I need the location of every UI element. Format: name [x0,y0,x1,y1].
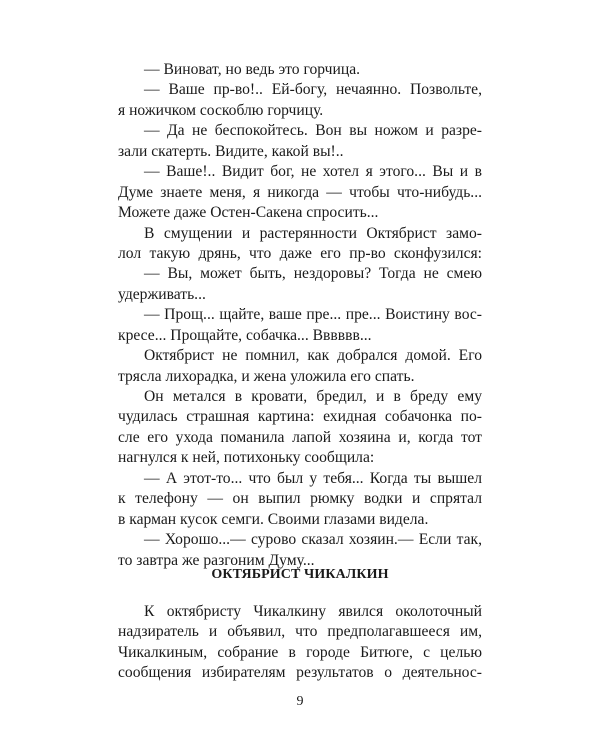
text-line: К октябристу Чикалкину явился околоточный [144,603,482,620]
text-line: Он метался в кровати, бредил, и в бреду ему [144,388,482,405]
text-line: В смущении и растерянности Октябрист замо- [144,224,482,242]
text-line: — Ваше!.. Видит бог, не хотел я этого... Вы и в [144,163,482,181]
text-line: лол такую дрянь, что даже его пр-во сконфузился: [118,244,482,262]
text-line: — Да не беспокойтесь. Вон вы ножом и разре- [144,122,482,140]
text-line: сле его ухода поманила лапой хозяина и, когда тот [118,428,482,446]
text-line: сообщения избирателям результатов о деятельнос- [118,664,482,682]
text-line: — Вы, может быть, нездоровы? Тогда не смею [144,265,482,283]
text-line: я ножичком соскоблю горчицу. [118,101,324,119]
chapter-title: ОКТЯБРИСТ ЧИКАЛКИН [211,567,389,582]
text-line: — А этот-то... что был у тебя... Когда ты вышел [144,469,482,487]
text-line: трясла лихорадка, и жена уложила его спать. [118,367,415,385]
text-line: зали скатерть. Видите, какой вы!.. [118,142,344,160]
page-number: 9 [296,694,304,709]
text-line: Можете даже Остен-Сакена спросить... [118,204,379,222]
text-line: Октябрист не помнил, как добрался домой. Его [144,347,482,365]
text-line: в карман кусок семги. Своими глазами видела. [118,510,429,528]
text-line: — Прощ... щайте, ваше пре... пре... Воистину вос- [144,306,482,324]
text-line: Думе знаете меня, я никогда — чтобы что-нибудь... [118,183,482,201]
text-line: нагнулся к ней, потихоньку сообщила: [118,449,375,467]
text-line: надзиратель и объявил, что предполагавшееся им, [118,623,482,641]
text-line: удерживать... [118,285,206,303]
text-line: к телефону — он выпил рюмку водки и спрятал [118,490,482,508]
text-line: Чикалкиным, собрание в городе Битюге, с целью [118,643,482,661]
text-line: то завтра же разгоним Думу... [118,551,315,569]
text-line: кресе... Прощайте, собачка... Вввввв... [118,326,372,344]
chapter-text-block [118,602,482,684]
text-line: чудилась страшная картина: ехидная собачонка по- [118,408,482,426]
story-text-block [118,60,482,571]
text-line: — Хорошо...— сурово сказал хозяин.— Если так, [144,531,482,549]
text-line: — Виноват, но ведь это горчица. [144,61,361,78]
text-line: — Ваше пр-во!.. Ей-богу, нечаянно. Позвольте, [144,81,482,99]
